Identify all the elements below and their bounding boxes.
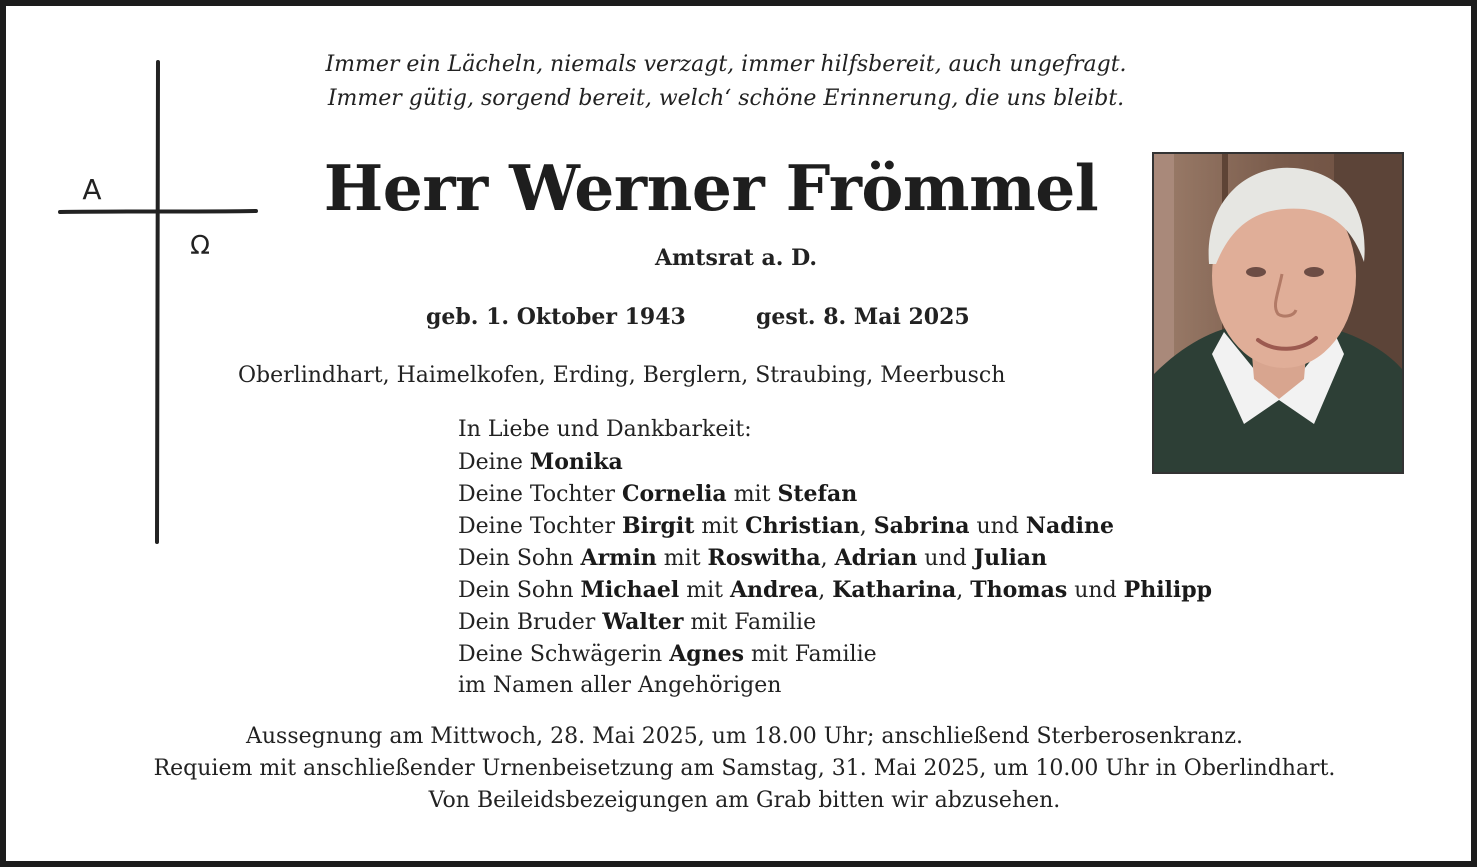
- family-line: [458, 446, 1212, 478]
- family-member-name: Walter: [602, 609, 684, 635]
- deceased-name: Herr Werner Frömmel: [323, 151, 1099, 225]
- family-member-name: Monika: [529, 449, 623, 475]
- family-member-name: Roswitha: [707, 545, 821, 571]
- funeral-line-2: Requiem mit anschließender Urnenbeisetzung am Samstag, 31. Mai 2025, um 10.00 Uhr in Oberlindhart.: [153, 756, 1336, 781]
- alpha-symbol: A: [82, 173, 102, 206]
- family-member-name: Cornelia: [621, 481, 727, 507]
- family-member-name: Nadine: [1025, 513, 1115, 539]
- family-line: [458, 510, 1212, 542]
- family-line-text: im Namen aller Angehörigen: [458, 673, 782, 698]
- family-line-text: Dein Bruder: [458, 610, 603, 635]
- family-member-name: Adrian: [834, 545, 918, 571]
- family-line-text: mit Familie: [683, 610, 817, 635]
- funeral-info: [26, 721, 1463, 817]
- family-line-text: und: [917, 546, 974, 571]
- deceased-title: Amtsrat a. D.: [654, 245, 818, 271]
- family-member-name: Philipp: [1123, 577, 1213, 603]
- family-line-text: mit: [726, 482, 778, 507]
- family-intro: In Liebe und Dankbarkeit:: [458, 417, 752, 442]
- family-line-text: ,: [820, 546, 835, 571]
- family-line-text: und: [969, 514, 1026, 539]
- omega-symbol: Ω: [190, 231, 210, 261]
- funeral-line-1: Aussegnung am Mittwoch, 28. Mai 2025, um 18.00 Uhr; anschließend Sterberosenkranz.: [246, 724, 1243, 749]
- family-line: [458, 670, 1212, 702]
- family-line-text: Deine Tochter: [458, 482, 622, 507]
- family-line-text: mit Familie: [744, 642, 877, 667]
- family-line-text: mit: [656, 546, 708, 571]
- family-member-name: Katharina: [832, 577, 957, 603]
- family-line-text: Deine: [458, 450, 530, 475]
- family-line-text: mit: [694, 514, 746, 539]
- family-member-name: Thomas: [970, 577, 1068, 603]
- death-date: gest. 8. Mai 2025: [756, 304, 970, 330]
- motto-line-1: Immer ein Lächeln, niemals verzagt, immer hilfsbereit, auch ungefragt.: [325, 52, 1127, 77]
- birth-date: geb. 1. Oktober 1943: [426, 304, 686, 330]
- motto-line-2: Immer gütig, sorgend bereit, welch‘ schöne Erinnerung, die uns bleibt.: [327, 86, 1125, 111]
- family-line: [458, 638, 1212, 670]
- family-line-text: mit: [679, 578, 730, 603]
- family-member-name: Sabrina: [873, 513, 970, 539]
- family-member-name: Andrea: [729, 577, 819, 603]
- family-member-name: Julian: [973, 545, 1048, 571]
- places-of-life: Oberlindhart, Haimelkofen, Erding, Berglern, Straubing, Meerbusch: [238, 363, 1006, 388]
- family-line-text: Dein Sohn: [458, 578, 581, 603]
- family-line: [458, 606, 1212, 638]
- family-line: [458, 478, 1212, 510]
- family-member-name: Michael: [580, 577, 680, 603]
- family-line-text: Deine Tochter: [458, 514, 622, 539]
- family-member-name: Agnes: [669, 641, 745, 667]
- family-list: [458, 414, 1212, 702]
- family-member-name: Armin: [580, 545, 657, 571]
- family-line-text: Deine Schwägerin: [458, 642, 670, 667]
- family-line-text: ,: [818, 578, 833, 603]
- family-line-text: und: [1067, 578, 1124, 603]
- cross-icon: [54, 54, 264, 554]
- family-line-text: ,: [956, 578, 971, 603]
- family-line-text: ,: [859, 514, 874, 539]
- family-member-name: Christian: [745, 513, 860, 539]
- family-line: [458, 574, 1212, 606]
- funeral-line-3: Von Beileidsbezeigungen am Grab bitten wir abzusehen.: [428, 788, 1061, 813]
- family-line: [458, 542, 1212, 574]
- family-member-name: Stefan: [777, 481, 858, 507]
- family-member-name: Birgit: [621, 513, 695, 539]
- family-line-text: Dein Sohn: [458, 546, 581, 571]
